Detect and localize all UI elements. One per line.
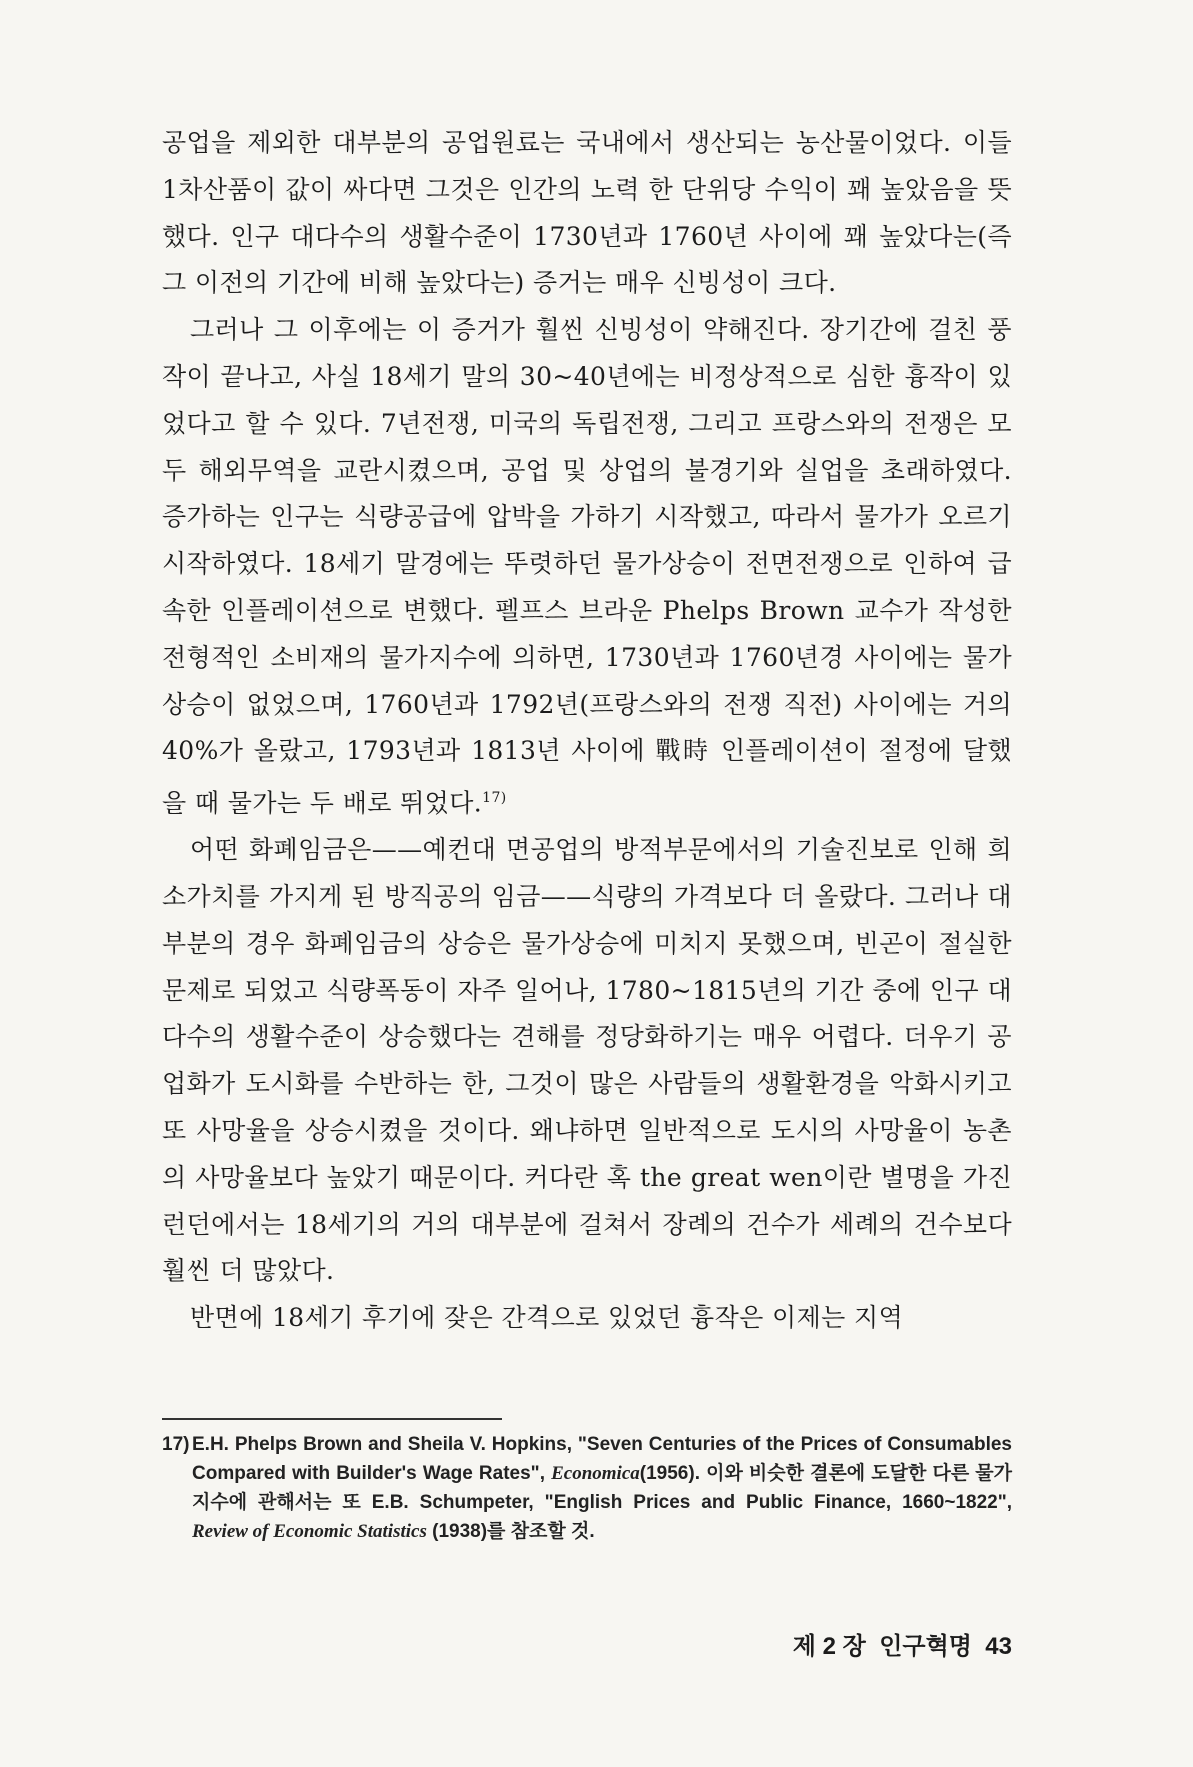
footnote-text-1: E.H. Phelps Brown and Sheila V. Hopkins, "Seven Centuries of the Prices of Consumables Compared with Builder's Wage Rates",	[192, 1434, 1012, 1484]
footnote-divider	[162, 1418, 502, 1420]
page-number: 43	[985, 1633, 1012, 1660]
chapter-title: 인구혁명	[879, 1633, 972, 1660]
paragraph-prices	[162, 307, 1012, 827]
footnote-text-2: (1956). 이와 비슷한 결론에 도달한 다른 물가지수에 관해서는 또 E.B. Schumpeter, "English Prices and Public Finance, 1660~1822",	[192, 1463, 1012, 1513]
chapter-label: 제 2 장	[792, 1633, 866, 1660]
footnote-text-3: (1938)를 참조할 것.	[426, 1521, 595, 1542]
paragraph-wages: 어떤 화폐임금은——예컨대 면공업의 방적부문에서의 기술진보로 인해 희소가치를 가지게 된 방직공의 임금——식량의 가격보다 더 올랐다. 그러나 대부분의 경우 화폐임금의 상승은 물가상승에 미치지 못했으며, 빈곤이 절실한 문제로 되었고 식량폭동이 자주 일어나, 1780~1815년의 기간 중에 인구 대다수의 생활수준이 상승했다는 견해를 정당화하기는 매우 어렵다. 더우기 공업화가 도시화를 수반하는 한, 그것이 많은 사람들의 생활환경을 악화시키고 또 사망율을 상승시켰을 것이다. 왜냐하면 일반적으로 도시의 사망율이 농촌의 사망율보다 높았기 때문이다. 커다란 혹 the great wen이란 별명을 가진 런던에서는 18세기의 거의 대부분에 걸쳐서 장례의 건수가 세례의 건수보다 훨씬 더 많았다.	[162, 835, 1012, 1286]
paragraph-harvests: 반면에 18세기 후기에 잦은 간격으로 있었던 흉작은 이제는 지역	[190, 1303, 904, 1333]
footnote-17	[162, 1430, 1012, 1546]
page-footer	[740, 1626, 1012, 1661]
footnote-body	[192, 1430, 1012, 1546]
body-text	[162, 120, 1012, 1342]
footnote-journal-1: Economica	[551, 1463, 640, 1484]
paragraph-continued: 공업을 제외한 대부분의 공업원료는 국내에서 생산되는 농산물이었다. 이들 1차산품이 값이 싸다면 그것은 인간의 노력 한 단위당 수익이 꽤 높았음을 뜻했다. 인구 대다수의 생활수준이 1730년과 1760년 사이에 꽤 높았다는(즉 그 이전의 기간에 비해 높았다는) 증거는 매우 신빙성이 크다.	[162, 128, 1012, 298]
footnote-journal-2: Review of Economic Statistics	[192, 1521, 427, 1542]
footnote-reference: 17)	[482, 790, 507, 807]
footnote-number: 17)	[162, 1434, 190, 1455]
paragraph-prices-text: 그러나 그 이후에는 이 증거가 훨씬 신빙성이 약해진다. 장기간에 걸친 풍작이 끝나고, 사실 18세기 말의 30~40년에는 비정상적으로 심한 흉작이 있었다고 할 수 있다. 7년전쟁, 미국의 독립전쟁, 그리고 프랑스와의 전쟁은 모두 해외무역을 교란시켰으며, 공업 및 상업의 불경기와 실업을 초래하였다. 증가하는 인구는 식량공급에 압박을 가하기 시작했고, 따라서 물가가 오르기 시작하였다. 18세기 말경에는 뚜렷하던 물가상승이 전면전쟁으로 인하여 급속한 인플레이션으로 변했다. 펠프스 브라운 Phelps Brown 교수가 작성한 전형적인 소비재의 물가지수에 의하면, 1730년과 1760년경 사이에는 물가상승이 없었으며, 1760년과 1792년(프랑스와의 전쟁 직전) 사이에는 거의 40%가 올랐고, 1793년과 1813년 사이에 戰時 인플레이션이 절정에 달했을 때 물가는 두 배로 뛰었다.	[162, 315, 1012, 818]
